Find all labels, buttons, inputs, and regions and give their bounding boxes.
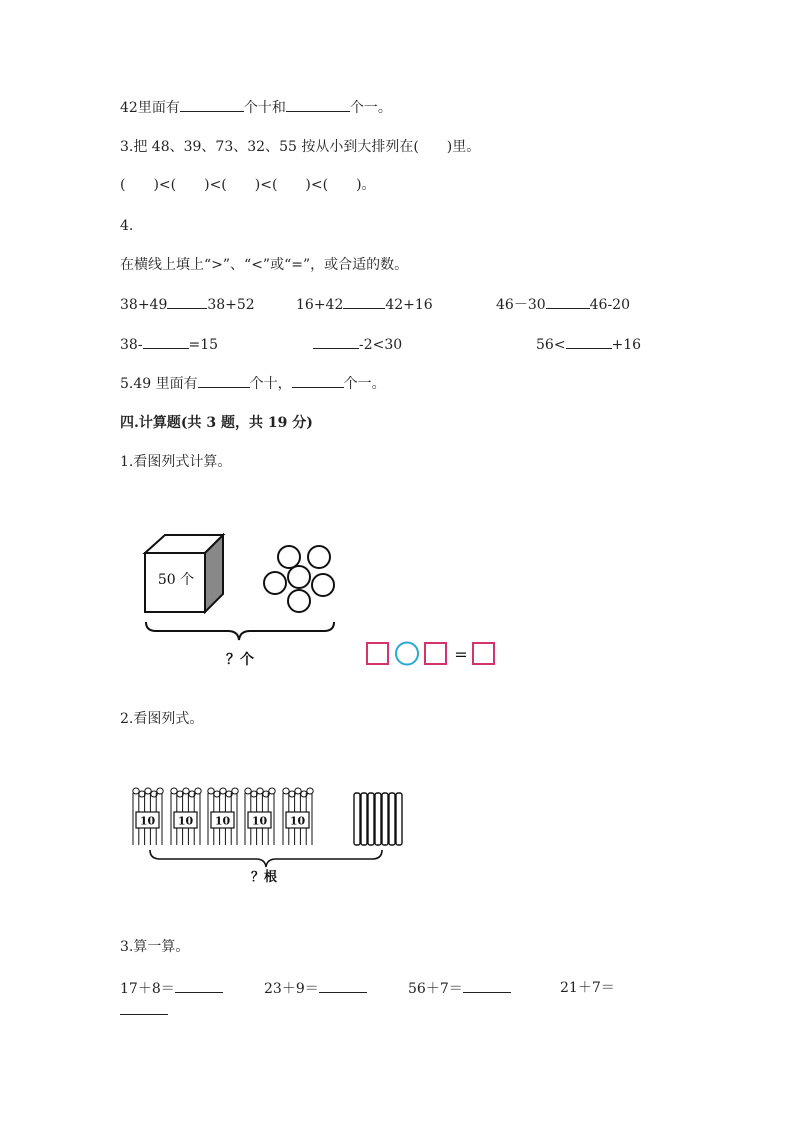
q5-mid: 个十，: [249, 376, 292, 392]
q2-suffix: 个一。: [349, 100, 392, 116]
calc3-item-3-blank[interactable]: [463, 978, 511, 993]
q4-item-3-left: 46－30: [496, 297, 546, 313]
calc2-figure: [0, 760, 794, 900]
calc3-item-4-answer: [120, 1000, 168, 1021]
bundle-label: 10: [177, 814, 194, 828]
q4-item-6-left: 56<: [536, 337, 566, 353]
circle-icon: [264, 572, 286, 594]
calc2-brace-label: ？根: [250, 870, 278, 885]
stick-icon: [375, 793, 381, 845]
stick-icon: [396, 793, 402, 845]
answer-box[interactable]: [367, 643, 388, 664]
q4-item-6-right: +16: [611, 337, 642, 353]
circles-group: [264, 546, 334, 612]
calc2-title: 2.看图列式。: [120, 711, 204, 727]
q4-item-1-left: 38+49: [120, 297, 168, 313]
calc3-item-1-blank[interactable]: [175, 978, 223, 993]
stick-icon: [389, 793, 395, 845]
q5-suffix: 个一。: [343, 376, 386, 392]
q4-number: 4.: [120, 218, 134, 234]
q3-text: 3.把 48、39、73、32、55 按从小到大排列在( )里。: [120, 139, 481, 155]
stick-icon: [382, 793, 388, 845]
q4-item-2-right: 42+16: [385, 297, 433, 313]
stick-icon: [361, 793, 367, 845]
calc1-brace-label: ？个: [226, 652, 254, 668]
circle-icon: [308, 546, 330, 568]
q2-prefix: 42里面有: [120, 100, 180, 116]
q4-item-4-left: 38-: [120, 337, 143, 353]
q4-item-2-left: 16+42: [296, 297, 344, 313]
stick-bundle-icon: [208, 788, 238, 845]
loose-sticks: [354, 793, 402, 845]
calc3-item-2: [264, 978, 367, 999]
calc3-item-4-blank[interactable]: [120, 1000, 168, 1015]
calc3-item-1: [120, 978, 223, 999]
calc3-title: 3.算一算。: [120, 939, 190, 955]
q4-item-3-right: 46-20: [589, 297, 630, 313]
stick-bundle-icon: [171, 788, 201, 845]
circle-icon: [278, 546, 300, 568]
q5-prefix: 5.49 里面有: [120, 376, 198, 392]
cube-label: 50 个: [157, 572, 195, 588]
calc3-item-4: [560, 978, 615, 998]
bundle-label: 10: [139, 814, 156, 828]
calc3-item-4-expr: 21＋7＝: [560, 980, 615, 996]
circle-icon: [288, 566, 310, 588]
section-4-title: 四.计算题(共 3 题，共 19 分): [120, 415, 313, 431]
bundle-label: 10: [289, 814, 306, 828]
calc1-title: 1.看图列式计算。: [120, 454, 232, 470]
stick-icon: [368, 793, 374, 845]
stick-icon: [354, 793, 360, 845]
circle-icon: [288, 590, 310, 612]
q4-item-4-right: =15: [188, 337, 219, 353]
q2-mid: 个十和: [243, 100, 286, 116]
calc3-item-2-blank[interactable]: [319, 978, 367, 993]
q4-item-5-right: -2<30: [359, 337, 403, 353]
calc3-item-3-expr: 56＋7＝: [408, 981, 463, 997]
brace-icon: [150, 850, 382, 867]
calc3-item-3: [408, 978, 511, 999]
calc3-item-2-expr: 23＋9＝: [264, 981, 319, 997]
calc3-item-1-expr: 17＋8＝: [120, 981, 175, 997]
bundle-label: 10: [214, 814, 231, 828]
answer-box[interactable]: [473, 643, 494, 664]
answer-box[interactable]: [425, 643, 446, 664]
stick-bundle-icon: [133, 788, 163, 845]
q3-order-line[interactable]: ( )<( )<( )<( )<( )。: [120, 177, 376, 193]
q4-instruction: 在横线上填上“>”、“<”或“=”，或合适的数。: [120, 257, 409, 273]
brace-icon: [146, 622, 334, 640]
q4-item-1-right: 38+52: [207, 297, 255, 313]
circle-icon: [312, 574, 334, 596]
operator-circle[interactable]: [396, 643, 418, 665]
bundle-label: 10: [251, 814, 268, 828]
stick-bundle-icon: [283, 788, 313, 845]
equals-sign: =: [454, 645, 468, 664]
stick-bundle-icon: [245, 788, 275, 845]
